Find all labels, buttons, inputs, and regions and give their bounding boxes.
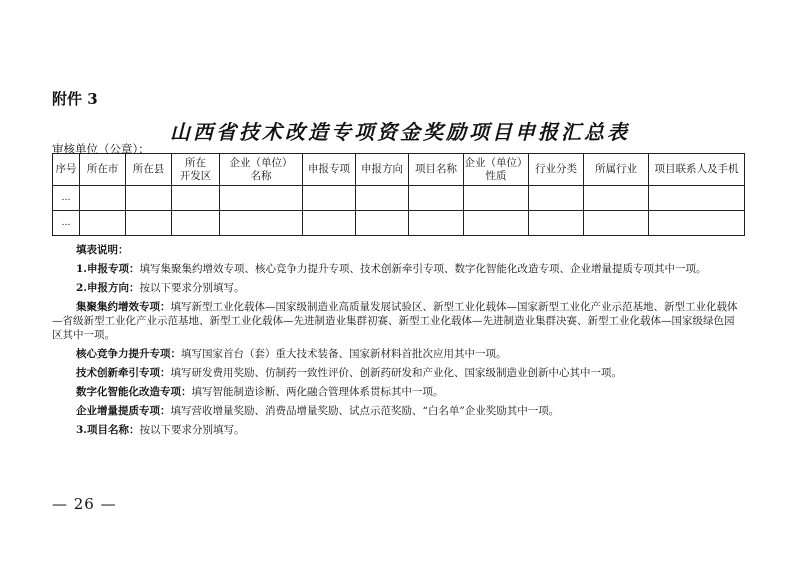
table-cell [220,211,303,236]
document-title: 山西省技术改造专项资金奖励项目申报汇总表 [170,120,630,144]
instructions-heading: 填表说明： [76,244,129,256]
instruction-item [52,423,744,437]
instruction-item [52,300,744,342]
audit-unit-label: 审核单位（公章）： [52,142,150,156]
table-cell [464,211,529,236]
instruction-item [52,347,744,361]
table-row [53,186,745,211]
table-cell [356,186,409,211]
table-cell [172,186,220,211]
attachment-label: 附件 3 [52,90,98,108]
summary-table [52,153,745,236]
table-cell: … [53,186,80,211]
table-cell [529,186,584,211]
table-cell [649,211,745,236]
instruction-item [52,366,744,380]
table-row [53,211,745,236]
instruction-label: 2.申报方向： [76,282,140,294]
col-header-dev-zone: 所在 开发区 [172,154,220,186]
table-cell [529,211,584,236]
col-header-industry: 所属行业 [584,154,649,186]
table-cell [584,211,649,236]
col-header-company-name: 企业（单位） 名称 [220,154,303,186]
col-header-index: 序号 [53,154,80,186]
page-number: — 26 — [52,495,117,513]
table-cell [409,186,464,211]
instruction-text: 填写集聚集约增效专项、核心竞争力提升专项、技术创新牵引专项、数字化智能化改造专项、企业增量提质专项其中一项。 [139,263,707,275]
col-header-project-name: 项目名称 [409,154,464,186]
table-cell: … [53,211,80,236]
table-header-row [53,154,745,186]
instruction-label: 技术创新牵引专项： [76,367,171,379]
table-cell [172,211,220,236]
instruction-label: 核心竞争力提升专项： [76,348,181,360]
table-cell [409,211,464,236]
instruction-text: 按以下要求分别填写。 [139,424,245,436]
instruction-label: 1.申报专项： [76,263,140,275]
table-cell [303,211,356,236]
table-cell [584,186,649,211]
instruction-text: 按以下要求分别填写。 [139,282,245,294]
instruction-label: 企业增量提质专项： [76,405,171,417]
table-cell [126,211,172,236]
instruction-text: 填写新型工业化载体—国家级制造业高质量发展试验区、新型工业化载体—国家新型工业化产业示范基地、新型工业化载体—省级新型工业化产业示范基地、新型工业化载体—先进制造业集群初赛、新型工业化载体—先进制造业集群决赛、新型工业化载体—国家级绿色园区其中一项。 [52,301,738,341]
instruction-item [52,281,744,295]
instruction-label: 3.项目名称： [76,424,140,436]
col-header-city: 所在市 [80,154,126,186]
instruction-item [52,404,744,418]
instruction-label: 数字化智能化改造专项： [76,386,192,398]
fill-instructions [52,243,744,437]
instruction-item [52,385,744,399]
col-header-county: 所在县 [126,154,172,186]
col-header-industry-class: 行业分类 [529,154,584,186]
instruction-item [52,262,744,276]
table-cell [126,186,172,211]
col-header-company-nature: 企业（单位） 性质 [464,154,529,186]
table-cell [220,186,303,211]
instruction-text: 填写智能制造诊断、两化融合管理体系贯标其中一项。 [191,386,444,398]
table-cell [464,186,529,211]
instruction-text: 填写国家首台（套）重大技术装备、国家新材料首批次应用其中一项。 [181,348,507,360]
table-cell [80,186,126,211]
table-cell [356,211,409,236]
table-cell [80,211,126,236]
col-header-contact: 项目联系人及手机 [649,154,745,186]
table-cell [649,186,745,211]
instruction-text: 填写营收增量奖励、消费品增量奖励、试点示范奖励、“白名单”企业奖励其中一项。 [170,405,560,417]
instruction-text: 填写研发费用奖励、仿制药一致性评价、创新药研发和产业化、国家级制造业创新中心其中一项。 [170,367,622,379]
table-cell [303,186,356,211]
instruction-label: 集聚集约增效专项： [76,301,171,313]
col-header-special-project: 申报专项 [303,154,356,186]
col-header-direction: 申报方向 [356,154,409,186]
